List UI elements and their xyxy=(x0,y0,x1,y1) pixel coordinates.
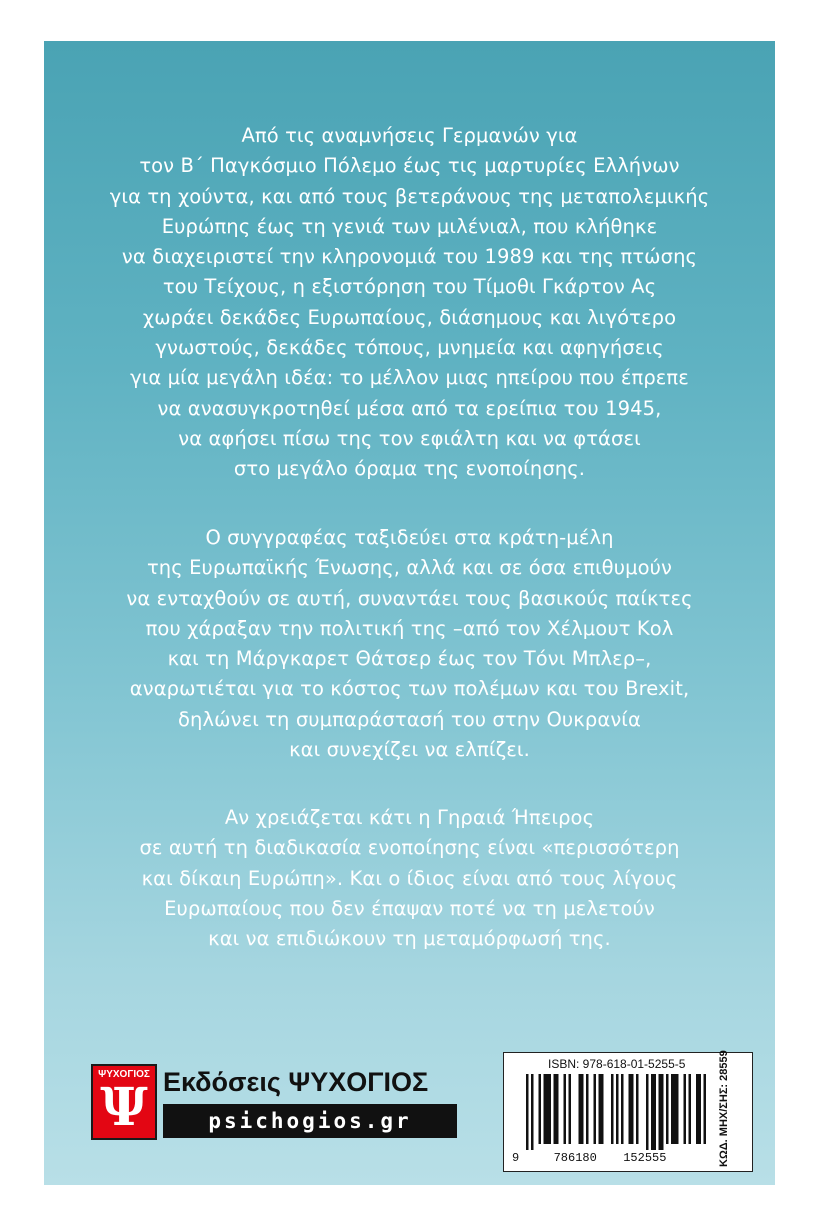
barcode-bar xyxy=(599,1074,604,1144)
blurb-line: του Τείχους, η εξιστόρηση του Τίμοθι Γκάρτον Ας xyxy=(162,275,657,299)
product-code: ΚΩΔ. ΜΗΧ/ΣΗΣ: 28559 xyxy=(718,1050,730,1167)
blurb-line: να ενταχθούν σε αυτή, συναντάει τους βασικούς παίκτες xyxy=(126,586,693,610)
blurb-line: και δίκαιη Ευρώπη». Και ο ίδιος είναι από τους λίγους xyxy=(141,866,678,890)
barcode-bar xyxy=(586,1074,589,1144)
blurb-line: στο μεγάλο όραμα της ενοποίησης. xyxy=(233,457,586,481)
barcode-bar xyxy=(689,1074,692,1144)
barcode-bar xyxy=(539,1074,542,1144)
barcode-panel xyxy=(503,1052,753,1172)
barcode-bar xyxy=(636,1074,639,1144)
blurb-line: και τη Μάργκαρετ Θάτσερ έως τον Τόνι Μπλερ–, xyxy=(167,647,652,671)
barcode-bar xyxy=(629,1074,634,1144)
blurb-line: αναρωτιέται για το κόστος των πολέμων και του Brexit, xyxy=(129,677,690,701)
ean-first-digit: 9 xyxy=(512,1151,520,1165)
publisher-badge xyxy=(91,1064,157,1140)
barcode-bar xyxy=(684,1074,687,1144)
barcode-bar xyxy=(554,1074,559,1144)
barcode-bar xyxy=(526,1074,529,1150)
publisher-logo xyxy=(91,1064,463,1140)
blurb-line: να ανασυγκροτηθεί μέσα από τα ερείπια του 1945, xyxy=(157,396,662,420)
barcode-bar xyxy=(646,1074,649,1150)
isbn-label: ISBN: 978-618-01-5255-5 xyxy=(548,1057,686,1071)
ean-left-group: 786180 xyxy=(553,1151,597,1165)
publisher-name: Εκδόσεις ΨΥΧΟΓΙΟΣ xyxy=(163,1067,429,1097)
psi-icon: Ψ xyxy=(100,1077,148,1138)
barcode-bar xyxy=(666,1074,669,1144)
blurb-line: για μία μεγάλη ιδέα: το μέλλον μιας ηπείρου που έπρεπε xyxy=(130,366,689,390)
blurb-paragraph-2 xyxy=(44,523,775,765)
blurb-line: που χάραξαν την πολιτική της –από τον Χέλμουτ Κολ xyxy=(145,616,674,640)
blurb-line: και συνεχίζει να ελπίζει. xyxy=(289,738,530,762)
barcode-bar xyxy=(579,1074,584,1144)
barcode-bar xyxy=(544,1074,552,1144)
blurb-paragraph-1 xyxy=(44,121,775,485)
barcode-bar xyxy=(616,1074,619,1144)
publisher-badge-text: ΨΥΧΟΓΙΟΣ xyxy=(98,1069,150,1080)
blurb-line: να αφήσει πίσω της τον εφιάλτη και να φτάσει xyxy=(178,426,641,450)
blurb-line: να διαχειριστεί την κληρονομιά του 1989 και της πτώσης xyxy=(121,245,698,269)
blurb-line: για τη χούντα, και από τους βετεράνους της μεταπολεμικής xyxy=(109,184,710,208)
barcode-bar xyxy=(569,1074,572,1144)
blurb-line: Από τις αναμνήσεις Γερμανών για xyxy=(241,124,578,147)
barcode-bar xyxy=(651,1074,656,1150)
ean-digits xyxy=(512,1151,712,1165)
barcode-bar xyxy=(621,1074,624,1144)
barcode-bar xyxy=(564,1074,567,1144)
blurb-line: σε αυτή τη διαδικασία ενοποίησης είναι «περισσότερη xyxy=(139,836,680,860)
blurb-line: τον Β΄ Παγκόσμιο Πόλεμο έως τις μαρτυρίες Ελλήνων xyxy=(139,154,680,178)
barcode-bar xyxy=(704,1074,707,1144)
blurb-line: Αν χρειάζεται κάτι η Γηραιά Ήπειρος xyxy=(224,806,595,829)
blurb-line: Ο συγγραφέας ταξιδεύει στα κράτη-μέλη xyxy=(205,526,614,549)
barcode-bar xyxy=(696,1074,701,1144)
barcode-bar xyxy=(659,1074,664,1150)
blurb-line: δηλώνει τη συμπαράστασή του στην Ουκρανία xyxy=(178,707,641,731)
back-cover xyxy=(44,41,775,1185)
publisher-url: psichogios.gr xyxy=(163,1104,457,1138)
blurb-line: και να επιδιώκουν τη μεταμόρφωσή της. xyxy=(208,927,611,951)
barcode-bar xyxy=(671,1074,679,1144)
barcode-icon xyxy=(522,1074,712,1150)
ean-right-group: 152555 xyxy=(623,1151,667,1165)
barcode-bar xyxy=(531,1074,534,1150)
barcode-bar xyxy=(594,1074,597,1144)
blurb-line: χωράει δεκάδες Ευρωπαίους, διάσημους και λιγότερο xyxy=(142,305,677,329)
blurb-line: Ευρωπαίους που δεν έπαψαν ποτέ να τη μελετούν xyxy=(164,896,655,920)
blurb-line: Ευρώπης έως τη γενιά των μιλένιαλ, που κλήθηκε xyxy=(161,214,658,238)
blurb-line: της Ευρωπαϊκής Ένωσης, αλλά και σε όσα επιθυμούν xyxy=(146,556,673,580)
blurb-paragraph-3 xyxy=(44,803,775,954)
blurb-line: γνωστούς, δεκάδες τόπους, μνημεία και αφηγήσεις xyxy=(155,336,664,360)
barcode-bar xyxy=(611,1074,614,1144)
